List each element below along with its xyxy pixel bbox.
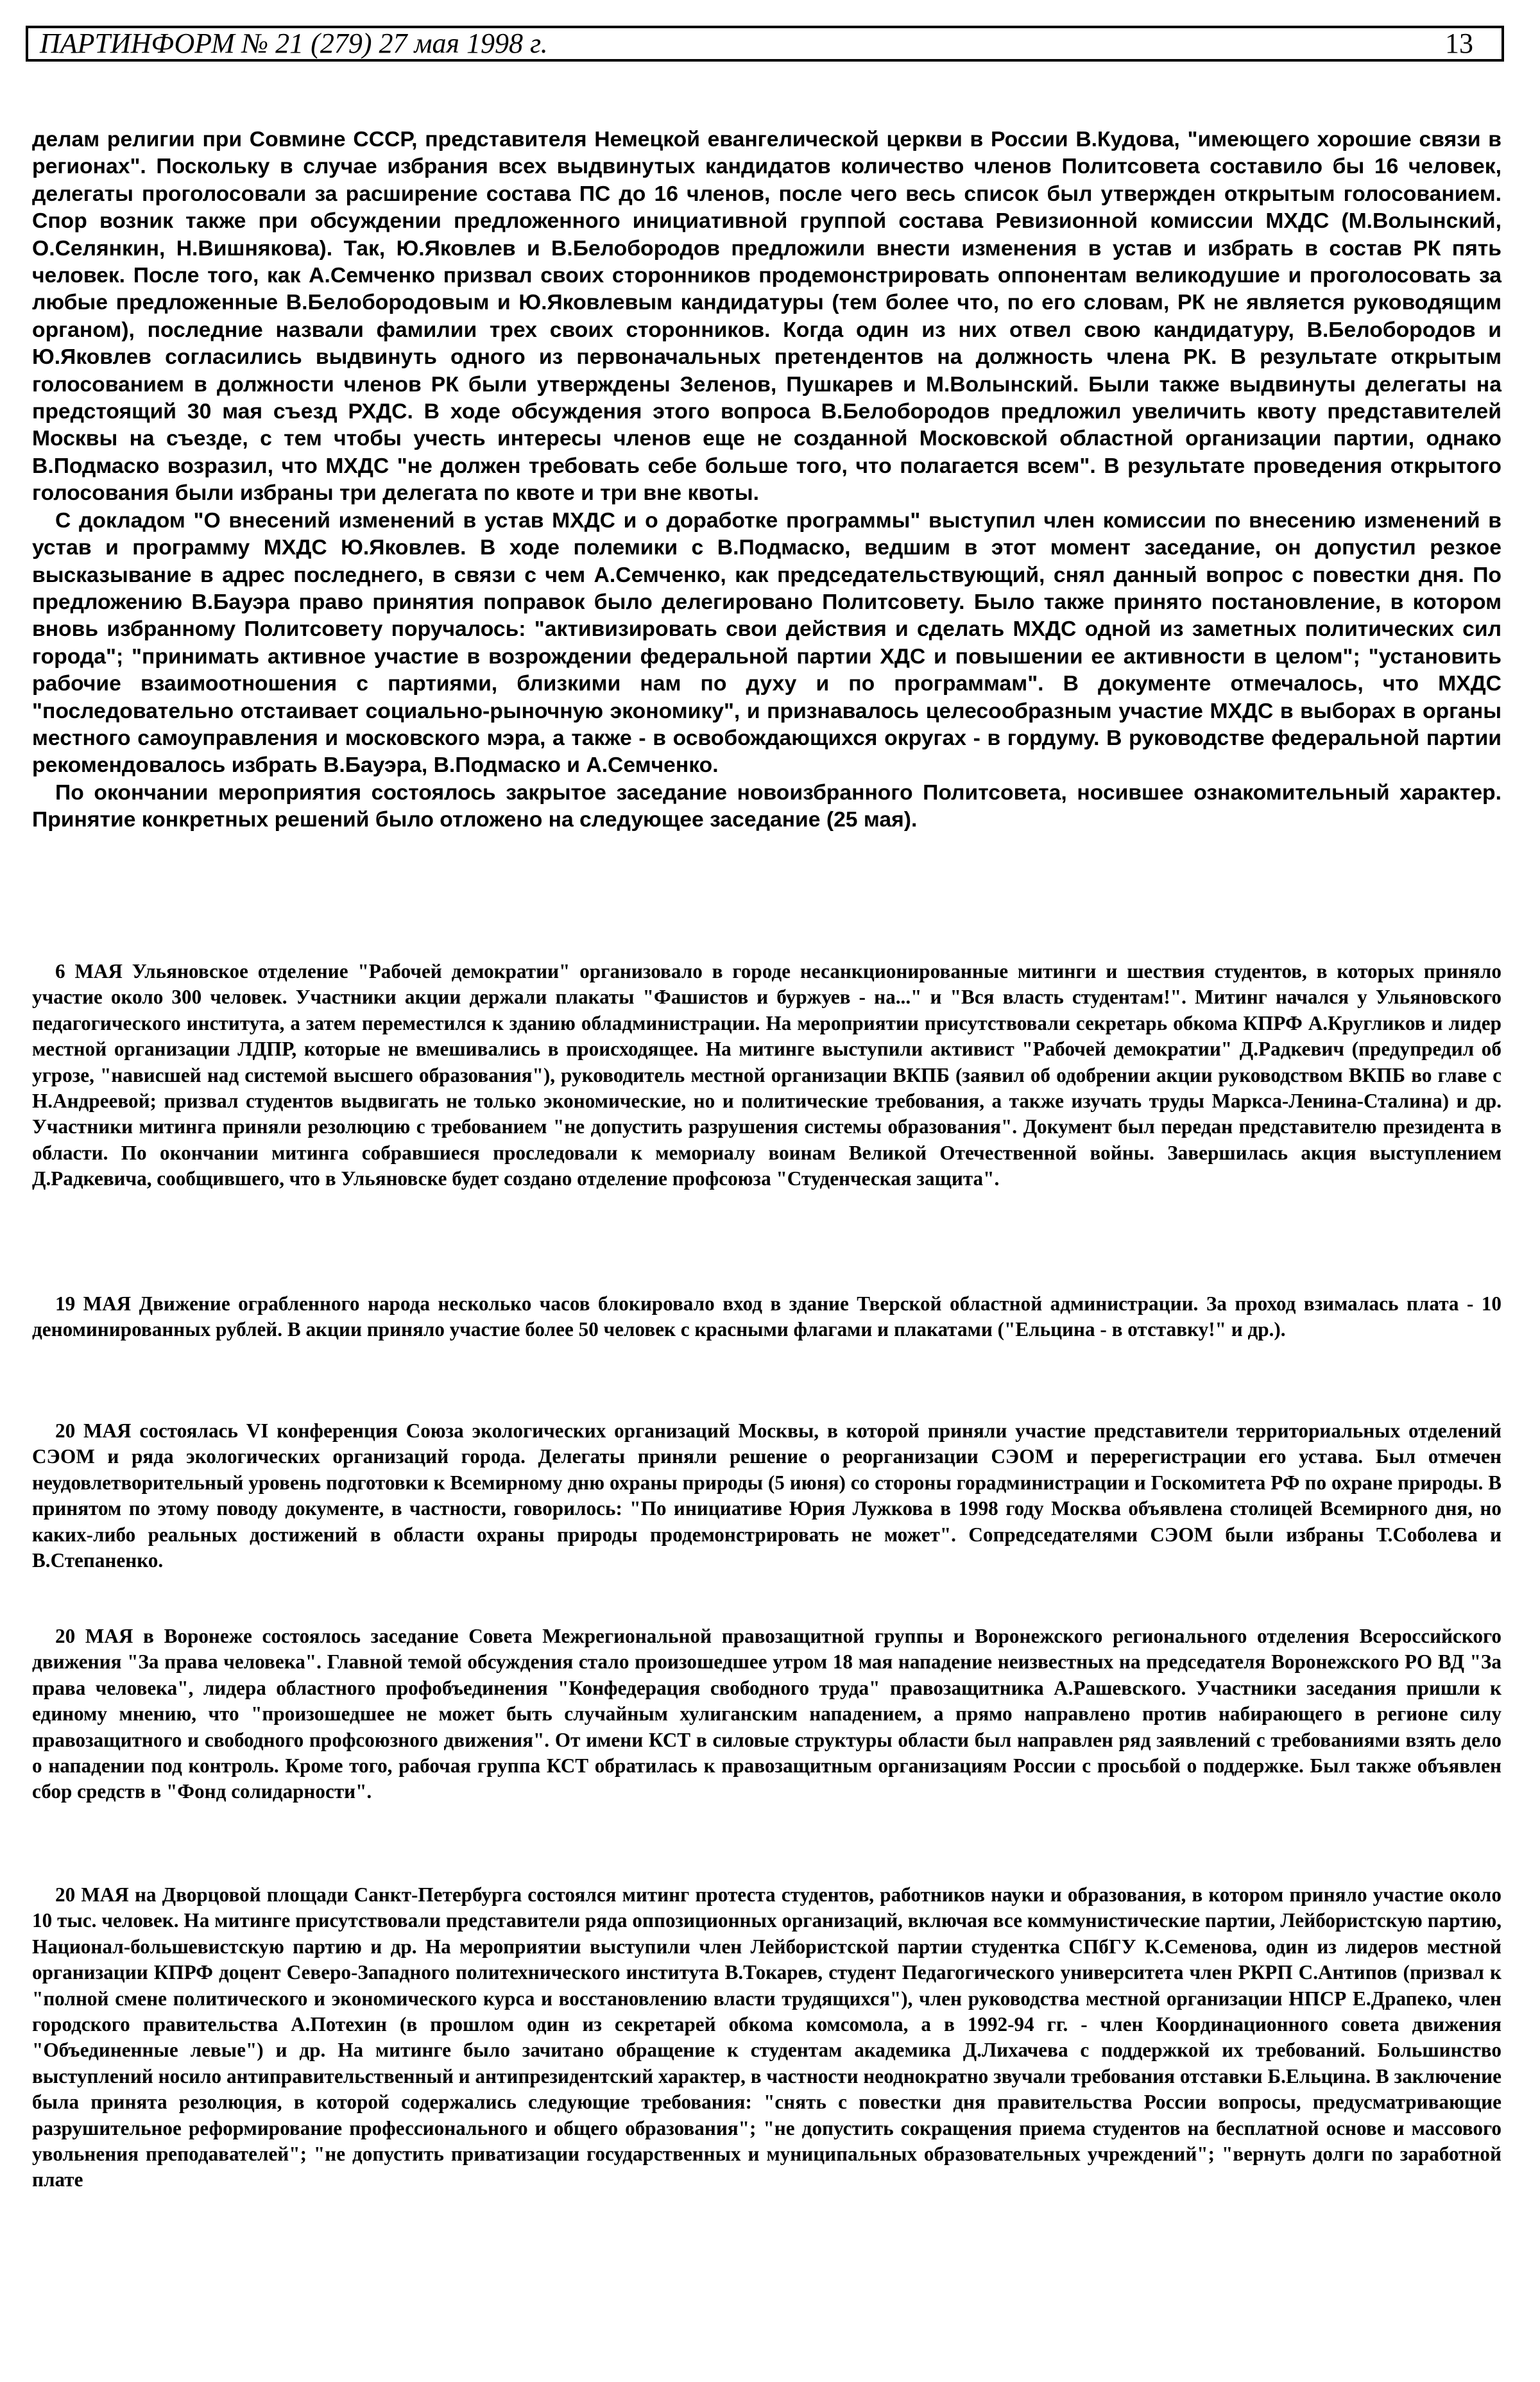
page-number: 13 (1445, 28, 1473, 59)
news-entry-tver (32, 1291, 1502, 1343)
news-entry-text: 20 МАЯ состоялась VI конференция Союза экологических организаций Москвы, в которой приняли участие представители территориальных отделений СЭОМ и ряда экологических организаций города. Делегаты приняли решение о реорганизации СЭОМ и перерегистрации его устава. Был отмечен неудовлетворительный уровень подготовки к Всемирному дню охраны природы (5 июня) со стороны горадминистрации и Госкомитета РФ по охране природы. В принятом по этому поводу документе, в частности, говорилось: "По инициативе Юрия Лужкова в 1998 году Москва объявлена столицей Всемирного дня, но каких-либо реальных достижений в области охраны природы продемонстрировать не может". Сопредседателями СЭОМ были избраны Т.Соболева и В.Степаненко. (32, 1419, 1502, 1572)
news-entry-text: 20 МАЯ в Воронеже состоялось заседание Совета Межрегиональной правозащитной группы и Воронежского регионального отделения Всероссийского движения "За права человека". Главной темой обсуждения стало произошедшее утром 18 мая нападение неизвестных на председателя Воронежского РО ВД "За права человека", лидера областного профобъединения "Конфедерация свободного труда" правозащитника А.Рашевского. Участники заседания пришли к единому мнению, что "произошедшее не может быть случайным хулиганским нападением, а прямо направлено против набирающего в регионе силу правозащитного и свободного профсоюзного движения". От имени КСТ в силовые структуры области был направлен ряд заявлений с требованиями взять дело о нападении под контроль. Кроме того, рабочая группа КСТ обратилась к правозащитным организациям России с просьбой о поддержке. Был также объявлен сбор средств в "Фонд солидарности". (32, 1625, 1502, 1803)
news-entry-text: 6 МАЯ Ульяновское отделение "Рабочей демократии" организовало в городе несанкционированные митинги и шествия студентов, в которых приняло участие около 300 человек. Участники акции держали плакаты "Фашистов и буржуев - на..." и "Вся власть студентам!". Митинг начался у Ульяновского педагогического института, а затем переместился к зданию обладминистрации. На мероприятии присутствовали секретарь обкома КПРФ А.Кругликов и лидер местной организации ЛДПР, которые не вмешивались в происходящее. На митинге выступили активист "Рабочей демократии" Д.Радкевич (предупредил об угрозе, "нависшей над системой высшего образования"), руководитель местной организации ВКПБ (заявил об одобрении акции руководством ВКПБ во главе с Н.Андреевой; призвал студентов выдвигать не только экономические, но и политические требования, а также изучать труды Маркса-Ленина-Сталина) и др. Участники митинга приняли резолюцию с требованием "не допустить разрушения системы образования". Документ был передан представителю президента в области. По окончании митинга собравшиеся проследовали к мемориалу воинам Великой Отечественной войны. Завершилась акция выступлением Д.Радкевича, сообщившего, что в Ульяновске будет создано отделение профсоюза "Студенческая защита". (32, 960, 1502, 1190)
article-paragraph: С докладом "О внесений изменений в устав МХДС и о доработке программы" выступил член комиссии по внесению изменений в устав и программу МХДС Ю.Яковлев. В ходе полемики с В.Подмаско, ведшим в этот момент заседание, он допустил резкое высказывание в адрес последнего, в связи с чем А.Семченко, как председательствующий, снял данный вопрос с повестки дня. По предложению В.Бауэра право принятия поправок было делегировано Политсовету. Было также принято постановление, в котором вновь избранному Политсовету поручалось: "активизировать свои действия и сделать МХДС одной из заметных политических сил города"; "принимать активное участие в возрождении федеральной партии ХДС и повышении ее активности в целом"; "установить рабочие взаимоотношения с партиями, близкими нам по духу и по программам". В документе отмечалось, что МХДС "последовательно отстаивает социально-рыночную экономику", и признавалось целесообразным участие МХДС в выборах в органы местного самоуправления и московского мэра, а также - в освобождающихся округах - в гордуму. В руководстве федеральной партии рекомендовалось избрать В.Бауэра, В.Подмаско и А.Семченко. (32, 508, 1502, 778)
article-continuation (32, 126, 1502, 834)
news-entry-voronezh (32, 1624, 1502, 1805)
page-header (26, 26, 1504, 62)
article-paragraph: делам религии при Совмине СССР, представителя Немецкой евангелической церкви в России В.Кудова, "имеющего хорошие связи в регионах". Поскольку в случае избрания всех выдвинутых кандидатов количество членов Политсовета составило бы 16 человек, делегаты проголосовали за расширение состава ПС до 16 членов, после чего весь список был утвержден открытым голосованием. Спор возник также при обсуждении предложенного инициативной группой состава Ревизионной комиссии МХДС (М.Волынский, О.Селянкин, Н.Вишнякова). Так, Ю.Яковлев и В.Белобородов предложили внести изменения в устав и избрать в состав РК пять человек. После того, как А.Семченко призвал своих сторонников продемонстрировать оппонентам великодушие и проголосовать за любые предложенные В.Белобородовым и Ю.Яковлевым кандидатуры (тем более что, по его словам, РК не является руководящим органом), последние назвали фамилии трех своих сторонников. Когда один из них отвел свою кандидатуру, В.Белобородов и Ю.Яковлев согласились выдвинуть одного из первоначальных претендентов на должность члена РК. В результате открытым голосованием в должности членов РК были утверждены Зеленов, Пушкарев и М.Волынский. Были также выдвинуты делегаты на предстоящий 30 мая съезд РХДС. В ходе обсуждения этого вопроса В.Белобородов предложил увеличить квоту представителей Москвы на съезде, с тем чтобы учесть интересы членов еще не созданной Московской областной организации партии, однако В.Подмаско возразил, что МХДС "не должен требовать себе больше того, что полагается всем". В результате проведения открытого голосования были избраны три делегата по квоте и три вне квоты. (32, 127, 1502, 506)
article-paragraph: По окончании мероприятия состоялось закрытое заседание новоизбранного Политсовета, носившее ознакомительный характер. Принятие конкретных решений было отложено на следующее заседание (25 мая). (32, 780, 1502, 832)
news-entry-text: 19 МАЯ Движение ограбленного народа несколько часов блокировало вход в здание Тверской областной администрации. За проход взималась плата - 10 деноминированных рублей. В акции приняло участие более 50 человек с красными флагами и плакатами ("Ельцина - в отставку!" и др.). (32, 1292, 1502, 1341)
news-entry-text: 20 МАЯ на Дворцовой площади Санкт-Петербурга состоялся митинг протеста студентов, работников науки и образования, в котором приняло участие около 10 тыс. человек. На митинге присутствовали представители ряда оппозиционных организаций, включая все коммунистические партии, Лейбористскую партию, Национал-большевистскую партию и др. На мероприятии выступили член Лейбористской партии студентка СПбГУ К.Семенова, один из лидеров местной организации КПРФ доцент Северо-Западного политехнического института В.Токарев, студент Педагогического университета член РКРП С.Антипов (призвал к "полной смене политического и экономического курса и восстановлению власти трудящихся"), член руководства местной организации НПСР Е.Драпеко, член городского правительства А.Потехин (в прошлом один из секретарей обкома комсомола, а в 1992-94 гг. - член Координационного совета движения "Объединенные левые") и др. На митинге было зачитано обращение к студентам академика Д.Лихачева с поддержкой их требований. Большинство выступлений носило антиправительственный и антипрезидентский характер, в частности неоднократно звучали требования отставки Б.Ельцина. В заключение была принята резолюция, в которой содержались следующие требования: "снять с повестки дня правительства России вопросы, предусматривающие разрушительное реформирование профессионального и общего образования"; "не допустить сокращения приема студентов на бесплатной основе и массового увольнения преподавателей"; "не допустить приватизации государственных и муниципальных образовательных учреждений"; "вернуть долги по заработной плате (32, 1883, 1502, 2191)
news-entry-seom (32, 1418, 1502, 1573)
news-entry-ulyanovsk (32, 959, 1502, 1192)
publication-title: ПАРТИНФОРМ № 21 (279) 27 мая 1998 г. (40, 28, 548, 59)
news-entry-spb (32, 1882, 1502, 2193)
